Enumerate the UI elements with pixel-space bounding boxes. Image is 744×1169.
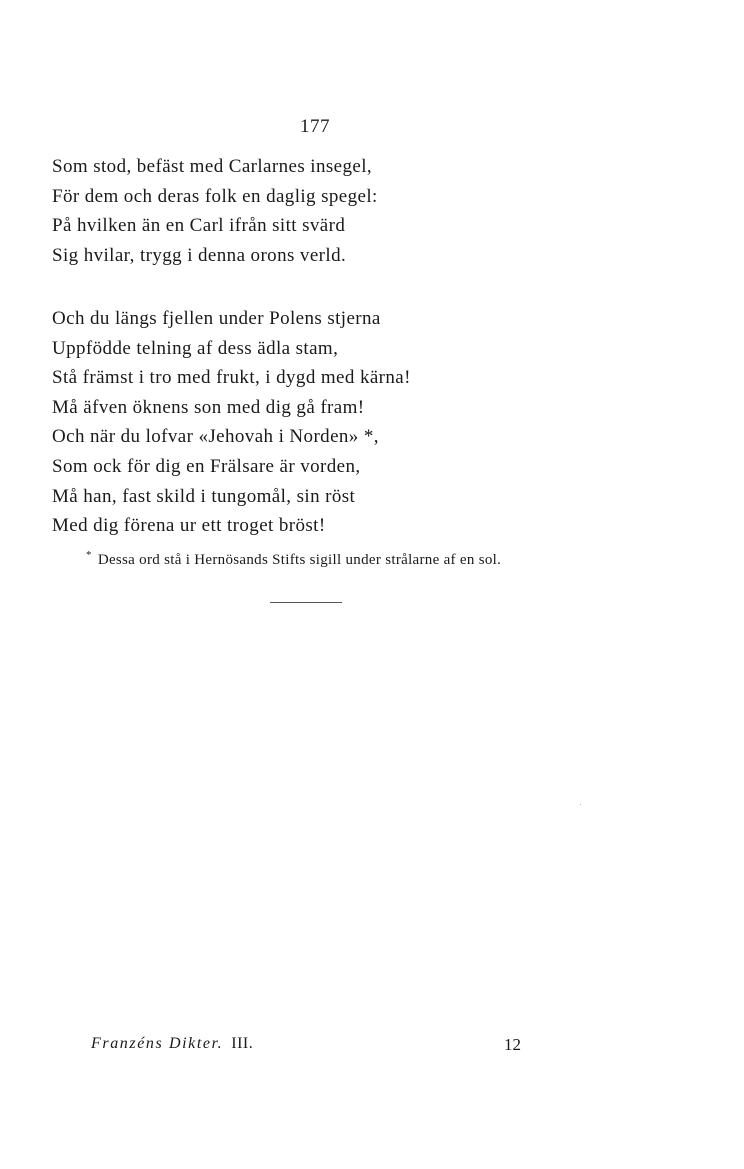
print-speck xyxy=(580,804,581,805)
footer-volume: III. xyxy=(231,1035,254,1052)
verse-line: Och du längs fjellen under Polens stjerna xyxy=(52,308,381,329)
footer-book-title: Franzéns Dikter. xyxy=(91,1035,224,1052)
signature-mark: 12 xyxy=(504,1035,521,1054)
verse-line: Sig hvilar, trygg i denna orons verld. xyxy=(52,244,347,266)
verse-line: Som stod, befäst med Carlarnes insegel, xyxy=(52,156,373,177)
footnote xyxy=(86,549,501,569)
verse-line: Uppfödde telning af dess ädla stam, xyxy=(52,337,339,359)
verse-line: Må äfven öknens son med dig gå fram! xyxy=(52,396,365,418)
verse-line: Som ock för dig en Frälsare är vorden, xyxy=(52,455,361,477)
verse-line: Stå främst i tro med frukt, i dygd med kärna! xyxy=(52,367,411,389)
page-footer xyxy=(91,1035,521,1053)
verse-line: Må han, fast skild i tungomål, sin röst xyxy=(52,485,356,507)
page-number: 177 xyxy=(300,116,330,137)
verse-line: För dem och deras folk en daglig spegel: xyxy=(52,185,378,207)
verse-line: Med dig förena ur ett troget bröst! xyxy=(52,515,326,537)
stanza-2 xyxy=(52,304,411,541)
section-divider xyxy=(270,602,342,603)
stanza-1 xyxy=(52,152,378,270)
verse-line: På hvilken än en Carl ifrån sitt svärd xyxy=(52,215,346,237)
footnote-text: Dessa ord stå i Hernösands Stifts sigill under strålarne af en sol. xyxy=(97,552,502,568)
footnote-marker: * xyxy=(86,549,92,561)
verse-line: Och när du lofvar «Jehovah i Norden» *, xyxy=(52,426,379,448)
